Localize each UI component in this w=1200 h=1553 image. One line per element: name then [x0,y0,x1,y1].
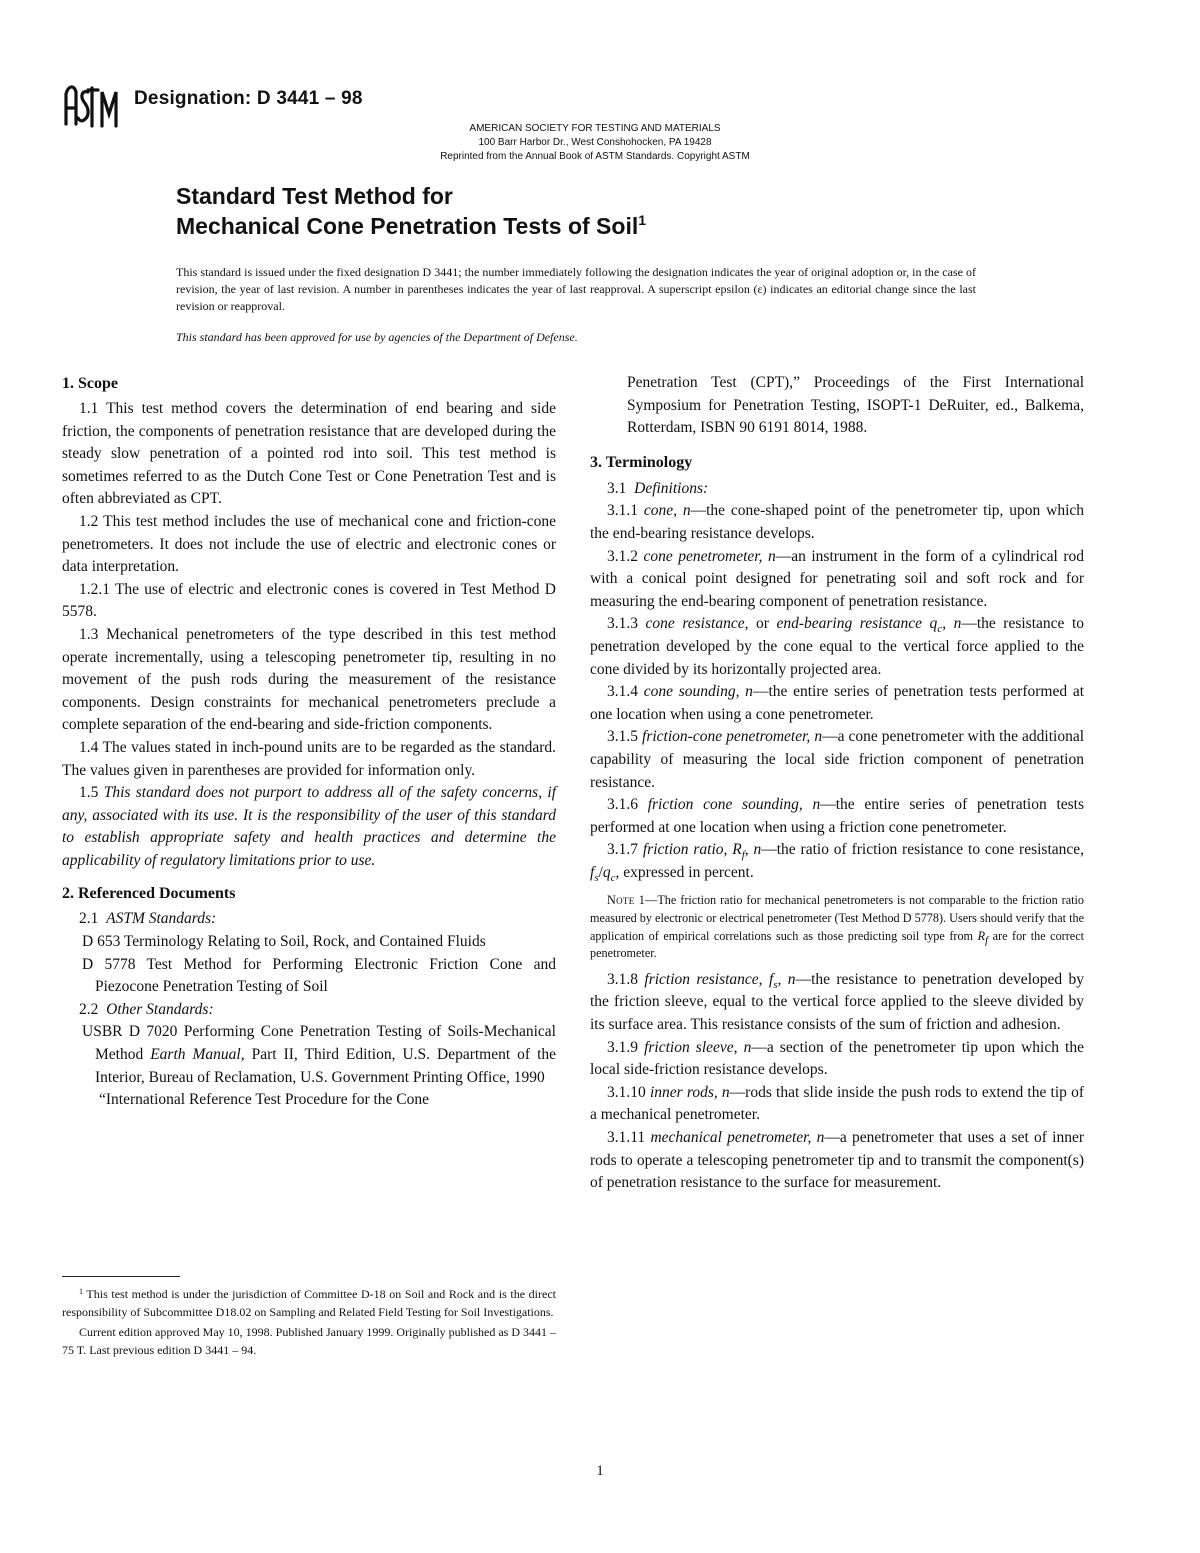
page-number: 1 [596,1463,604,1479]
definition-mechanical-penetrometer: 3.1.11 mechanical penetrometer, n—a penetrometer that uses a set of inner rods to operate a telescoping penetrometer tip and to transmit the component(s) of penetration resistance to the surface for measurement. [590,1129,1085,1192]
reference-isopt-continued: Penetration Test (CPT),” Proceedings of the First International Symposium for Penetration Testing, ISOPT-1 DeRuiter, ed., Balkema, Rotterdam, ISBN 90 6191 8014, 1988. [627,374,1084,437]
publisher-address: 100 Barr Harbor Dr., West Conshohocken, PA 19428 [478,137,712,148]
astm-logo-icon [62,80,122,132]
section-heading-terminology: 3. Terminology [590,453,693,471]
publisher-name: AMERICAN SOCIETY FOR TESTING AND MATERIALS [469,123,721,134]
title-footnote-mark: 1 [638,212,647,228]
paragraph-1-2-1: 1.2.1 The use of electric and electronic cones is covered in Test Method D 5578. [62,580,556,621]
designation: Designation: D 3441 – 98 [134,88,363,109]
definition-friction-cone-penetrometer: 3.1.5 friction-cone penetrometer, n—a cone penetrometer with the additional capability of measuring the local side friction component of penetration resistance. [590,728,1085,791]
right-column [590,372,1084,1195]
section-heading-scope: 1. Scope [62,375,118,392]
title-line-2: Mechanical Cone Penetration Tests of Soil$^1$ [176,212,647,239]
left-column [62,372,556,1112]
definition-friction-ratio: 3.1.7 friction ratio, $R_f$, n—the ratio of friction resistance to cone resistance, $f_s/q_c$, expressed in percent. [590,841,1085,884]
reference-d5778: D 5778 Test Method for Performing Electronic Friction Cone and Piezocone Penetration Testing of Soil [82,955,556,996]
footnote-divider [62,1276,180,1277]
paragraph-1-3: 1.3 Mechanical penetrometers of the type described in this test method operate incrementally, using a telescoping penetrometer tip, resulting in no movement of the push rods during the measurement of the resistance components. Design constraints for mechanical penetrometers preclude a complete separation of the end-bearing and side-friction components. [62,625,556,734]
note-1: Note 1—The friction ratio for mechanical penetrometers is not comparable to the friction ratio measured by electronic or electrical penetrometer (Test Method D 5778). Users should verify that the application of empirical correlations such as those predicting soil type from $R_f$ are for the correct penetrometer. [590,893,1084,961]
definition-cone: 3.1.1 cone, n—the cone-shaped point of the penetrometer tip, upon which the end-bearing resistance develops. [590,502,1084,542]
document-title [176,181,646,241]
definition-cone-penetrometer: 3.1.2 cone penetrometer, n—an instrument in the form of a cylindrical rod with a conical point designed for penetrating soil and soft rock and for measuring the end-bearing component of penetration resistance. [590,547,1085,610]
title-line-1: Standard Test Method for [176,183,453,209]
definition-cone-resistance: 3.1.3 cone resistance, or end-bearing resistance $q_c$, n—the resistance to penetration developed by the cone equal to the vertical force applied to the cone divided by its horizontally projected area. [590,615,1084,678]
footnotes [62,1286,556,1362]
reference-isopt-start: “International Reference Test Procedure for the Cone [99,1091,430,1109]
definition-inner-rods: 3.1.10 inner rods, n—rods that slide inside the push rods to extend the tip of a mechanical penetrometer. [590,1083,1085,1124]
definition-friction-cone-sounding: 3.1.6 friction cone sounding, n—the entire series of penetration tests performed at one location when using a friction cone penetrometer. [590,796,1085,836]
publisher-block [300,122,890,164]
subsection-3-1: 3.1 Definitions: [607,479,709,497]
reprint-notice: Reprinted from the Annual Book of ASTM Standards. Copyright ASTM [440,151,750,162]
definition-friction-sleeve: 3.1.9 friction sleeve, n—a section of the penetrometer tip upon which the local side-friction resistance develops. [590,1038,1084,1079]
subsection-2-1: 2.1 ASTM Standards: [79,910,217,928]
issue-note: This standard is issued under the fixed designation D 3441; the number immediately following the designation indicates the year of original adoption or, in the case of revision, the year of last revision. A number in parentheses indicates the year of last reapproval. A superscript epsilon (ε) indicates an editorial change since the last revision or reapproval. [176,265,976,313]
dod-approval-note: This standard has been approved for use by agencies of the Department of Defense. [176,330,578,344]
paragraph-1-2: 1.2 This test method includes the use of mechanical cone and friction-cone penetrometers. It does not include the use of electric and electronic cones or data interpretation. [62,512,556,576]
footnote-1: $^1$ This test method is under the jurisdiction of Committee D-18 on Soil and Rock and is the direct responsibility of Subcommittee D18.02 on Sampling and Related Field Testing for Soil Investigations. [62,1287,556,1319]
subsection-2-2: 2.2 Other Standards: [79,1000,214,1018]
definition-cone-sounding: 3.1.4 cone sounding, n—the entire series of penetration tests performed at one location when using a cone penetrometer. [590,683,1085,723]
section-heading-referenced-documents: 2. Referenced Documents [62,885,236,903]
footnote-edition: Current edition approved May 10, 1998. Published January 1999. Originally published as D 3441 – 75 T. Last previous edition D 3441 – 94. [62,1325,556,1357]
definition-friction-resistance: 3.1.8 friction resistance, $f_s$, n—the resistance to penetration developed by the friction sleeve, equal to the vertical force applied to the sleeve divided by its surface area. This resistance consists of the sum of friction and adhesion. [590,970,1085,1034]
paragraph-1-4: 1.4 The values stated in inch-pound units are to be regarded as the standard. The values given in parentheses are provided for information only. [62,738,556,779]
reference-d653: D 653 Terminology Relating to Soil, Rock, and Contained Fluids [82,933,486,951]
paragraph-1-1: 1.1 This test method covers the determination of end bearing and side friction, the components of penetration resistance that are developed during the steady slow penetration of a pointed rod into soil. This test method is sometimes referred to as the Dutch Cone Test or Cone Penetration Test and is often abbreviated as CPT. [62,400,556,508]
paragraph-1-5: 1.5 This standard does not purport to address all of the safety concerns, if any, associated with its use. It is the responsibility of the user of this standard to establish appropriate safety and health practices and determine the applicability of regulatory limitations prior to use. [62,784,557,869]
reference-usbr-d7020: USBR D 7020 Performing Cone Penetration Testing of Soils-Mechanical Method Earth Manual, Part II, Third Edition, U.S. Department of the Interior, Bureau of Reclamation, U.S. Government Printing Office, 1990 [82,1023,557,1086]
